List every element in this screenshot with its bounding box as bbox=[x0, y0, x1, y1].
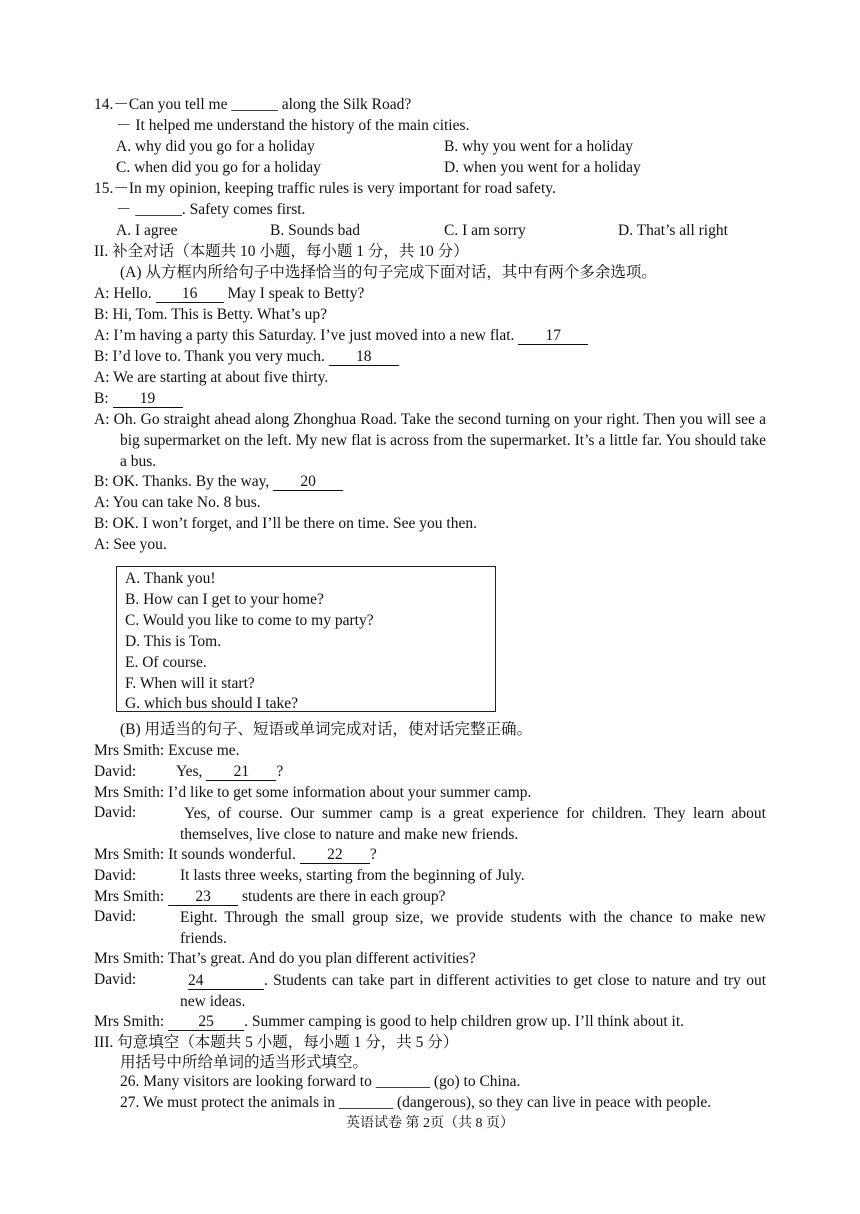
blank-22[interactable]: 22 bbox=[300, 847, 370, 864]
blank-17[interactable]: 17 bbox=[518, 328, 588, 345]
q14-option-b: B. why you went for a holiday bbox=[444, 138, 633, 155]
section3-heading: III. 句意填空（本题共 5 小题，每小题 1 分，共 5 分） bbox=[94, 1034, 459, 1051]
box-option-d: D. This is Tom. bbox=[125, 633, 222, 650]
dialogA-line-3: A: I’m having a party this Saturday. I’ve just moved into a new flat. 17 bbox=[94, 326, 588, 346]
dialogB-line-9: Mrs Smith: That’s great. And do you plan different activities? bbox=[94, 950, 476, 967]
dialogA-line-4: B: I’d love to. Thank you very much. 18 bbox=[94, 347, 399, 367]
q15-reply: － ______. Safety comes first. bbox=[116, 201, 306, 218]
partB-instruction: (B) 用适当的句子、短语或单词完成对话，使对话完整正确。 bbox=[120, 721, 533, 738]
q14-option-a: A. why did you go for a holiday bbox=[116, 138, 315, 155]
blank-20[interactable]: 20 bbox=[273, 474, 343, 491]
blank-21[interactable]: 21 bbox=[206, 764, 276, 781]
dialogA-line-11: A: See you. bbox=[94, 536, 167, 553]
dialogB-line-7: Mrs Smith: 23 students are there in each group? bbox=[94, 888, 446, 905]
dialogB-line-11: Mrs Smith: 25 . Summer camping is good to help children grow up. I’ll think about it. bbox=[94, 1013, 685, 1030]
dialogB-speaker-6: David: bbox=[94, 867, 137, 884]
dialogA-line-2: B: Hi, Tom. This is Betty. What’s up? bbox=[94, 306, 327, 323]
section3-instruction: 用括号中所给单词的适当形式填空。 bbox=[120, 1054, 369, 1071]
box-option-g: G. which bus should I take? bbox=[125, 695, 299, 712]
dialogA-line-1: A: Hello. 16 May I speak to Betty? bbox=[94, 285, 365, 302]
q15-option-b: B. Sounds bad bbox=[270, 222, 360, 239]
q15-option-d: D. That’s all right bbox=[618, 222, 728, 239]
q14-reply: － It helped me understand the history of the main cities. bbox=[116, 117, 470, 134]
box-option-c: C. Would you like to come to my party? bbox=[125, 612, 374, 629]
dialogB-speaker-8: David: bbox=[94, 908, 137, 925]
section2-heading: II. 补全对话（本题共 10 小题，每小题 1 分，共 10 分） bbox=[94, 243, 469, 260]
dialogB-line-6: It lasts three weeks, starting from the beginning of July. bbox=[180, 867, 525, 884]
dialogB-line-8: Eight. Through the small group size, we provide students with the chance to make new friends. bbox=[180, 909, 766, 947]
box-option-f: F. When will it start? bbox=[125, 675, 255, 692]
q14-option-d: D. when you went for a holiday bbox=[444, 159, 641, 176]
dialogA-line-9: A: You can take No. 8 bus. bbox=[94, 494, 261, 511]
q27: 27. We must protect the animals in _______ (dangerous), so they can live in peace with people. bbox=[120, 1094, 712, 1111]
blank-25[interactable]: 25 bbox=[168, 1014, 244, 1031]
dialogB-line-4: Yes, of course. Our summer camp is a great experience for children. They learn about themselves, live close to nature and make new friends. bbox=[180, 805, 766, 843]
page-footer: 英语试卷 第 2页（共 8 页） bbox=[346, 1116, 514, 1131]
dialogB-line-5: Mrs Smith: It sounds wonderful. 22 ? bbox=[94, 846, 377, 863]
q15-prompt: 15.－In my opinion, keeping traffic rules is very important for road safety. bbox=[94, 180, 556, 197]
q26: 26. Many visitors are looking forward to _______ (go) to China. bbox=[120, 1073, 521, 1090]
q14-prompt: 14.－Can you tell me ______ along the Silk Road? bbox=[94, 96, 412, 113]
dialogA-line-8: B: OK. Thanks. By the way, 20 bbox=[94, 472, 343, 492]
partA-instruction: (A) 从方框内所给句子中选择恰当的句子完成下面对话，其中有两个多余选项。 bbox=[120, 264, 657, 281]
dialogB-line-10: 24 . Students can take part in different activities to get close to nature and try out new ideas. bbox=[180, 972, 766, 1010]
dialogA-line-10: B: OK. I won’t forget, and I’ll be there on time. See you then. bbox=[94, 515, 477, 532]
dialogA-long-reply: A: Oh. Go straight ahead along Zhonghua Road. Take the second turning on your right. Then you will see a big supermarket on the left. My new flat is across from the supermarket. It’s a little far. You should take a bus. bbox=[94, 411, 766, 470]
dialogB-speaker-10: David: bbox=[94, 971, 137, 988]
box-option-e: E. Of course. bbox=[125, 654, 207, 671]
blank-19[interactable]: 19 bbox=[113, 391, 183, 408]
box-option-b: B. How can I get to your home? bbox=[125, 591, 324, 608]
dialogB-speaker-4: David: bbox=[94, 804, 137, 821]
dialogB-speaker-2: David: bbox=[94, 763, 137, 780]
dialogA-line-5: A: We are starting at about five thirty. bbox=[94, 369, 329, 386]
q15-option-c: C. I am sorry bbox=[444, 222, 526, 239]
blank-24[interactable]: 24 bbox=[188, 973, 264, 990]
q15-option-a: A. I agree bbox=[116, 222, 178, 239]
dialogB-line-2: Yes, 21 ? bbox=[176, 763, 284, 780]
blank-23[interactable]: 23 bbox=[168, 889, 238, 906]
dialogA-line-6: B: 19 bbox=[94, 389, 183, 409]
options-box bbox=[116, 566, 496, 712]
dialogB-line-1: Mrs Smith: Excuse me. bbox=[94, 742, 240, 759]
q14-option-c: C. when did you go for a holiday bbox=[116, 159, 321, 176]
dialogB-line-3: Mrs Smith: I’d like to get some information about your summer camp. bbox=[94, 784, 532, 801]
box-option-a: A. Thank you! bbox=[125, 570, 216, 587]
blank-18[interactable]: 18 bbox=[329, 349, 399, 366]
blank-16[interactable]: 16 bbox=[156, 286, 224, 303]
